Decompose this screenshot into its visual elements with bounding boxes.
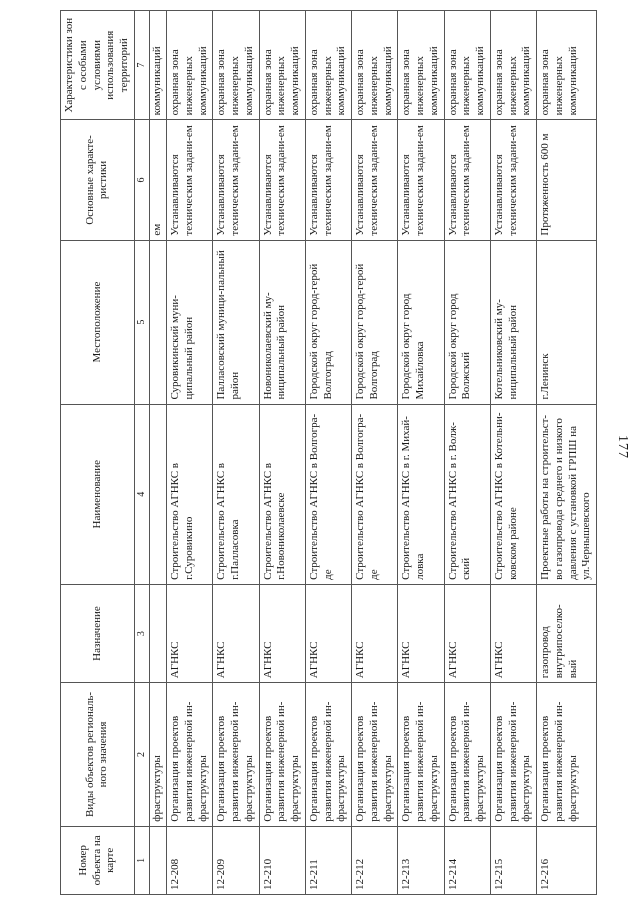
cell-purpose: газопровод внутрипоселко-вый bbox=[537, 584, 597, 682]
column-number: 1 bbox=[134, 826, 150, 894]
header-cell: Номер объекта на карте bbox=[61, 826, 135, 894]
column-number: 2 bbox=[134, 683, 150, 826]
header-cell: Характеристики зон с особыми условиями использования территорий bbox=[61, 11, 135, 120]
cell-zones: охранная зона инженерных коммуникаций bbox=[259, 11, 305, 120]
cell-chars: Устанавливаются техническим задани-ем bbox=[167, 120, 213, 240]
objects-table bbox=[60, 10, 597, 895]
table-row bbox=[398, 11, 444, 895]
cell-name: Проектные работы на строительст-во газопровода среднего и низкого давления с установкой ГРПШ на ул.Чернышевского bbox=[537, 404, 597, 584]
cell-num: 12-214 bbox=[444, 826, 490, 894]
cell-location: Новониколаевский му-ниципальный район bbox=[259, 240, 305, 404]
cell-name: Строительство АГНКС в г.Новониколаевске bbox=[259, 404, 305, 584]
page-number: 177 bbox=[615, 435, 630, 459]
cell-num: 12-212 bbox=[352, 826, 398, 894]
cell-chars: Устанавливаются техническим задани-ем bbox=[444, 120, 490, 240]
table-row bbox=[352, 11, 398, 895]
header-cell: Основные характе-ристики bbox=[61, 120, 135, 240]
cell-zones: охранная зона инженерных коммуникаций bbox=[167, 11, 213, 120]
cell-location: Суровикинский муни-ципальный район bbox=[167, 240, 213, 404]
cell-zones: охранная зона инженерных коммуникаций bbox=[537, 11, 597, 120]
cell-zones: охранная зона инженерных коммуникаций bbox=[398, 11, 444, 120]
cell-type: Организация проектов развития инженерной ин-фраструктуры bbox=[537, 683, 597, 826]
cell-zones: охранная зона инженерных коммуникаций bbox=[444, 11, 490, 120]
cell-type: Организация проектов развития инженерной ин-фраструктуры bbox=[444, 683, 490, 826]
cell-location: Котельниковский му-ниципальный район bbox=[490, 240, 536, 404]
cell-name: Строительство АГНКС в г.Суровикино bbox=[167, 404, 213, 584]
continuation-cell bbox=[150, 404, 167, 584]
table-row bbox=[444, 11, 490, 895]
header-cell: Наименование bbox=[61, 404, 135, 584]
table-row bbox=[259, 11, 305, 895]
cell-chars: Устанавливаются техническим задани-ем bbox=[259, 120, 305, 240]
cell-type: Организация проектов развития инженерной ин-фраструктуры bbox=[213, 683, 259, 826]
column-number-row bbox=[134, 11, 150, 895]
continuation-cell bbox=[150, 584, 167, 682]
cell-num: 12-209 bbox=[213, 826, 259, 894]
cell-name: Строительство АГНКС в Котельни-ковском районе bbox=[490, 404, 536, 584]
cell-location: Палласовский муници-пальный район bbox=[213, 240, 259, 404]
cell-purpose: АГНКС bbox=[213, 584, 259, 682]
continuation-cell bbox=[150, 826, 167, 894]
cell-zones: охранная зона инженерных коммуникаций bbox=[305, 11, 351, 120]
cell-zones: охранная зона инженерных коммуникаций bbox=[490, 11, 536, 120]
cell-type: Организация проектов развития инженерной ин-фраструктуры bbox=[305, 683, 351, 826]
continuation-cell bbox=[150, 240, 167, 404]
cell-purpose: АГНКС bbox=[167, 584, 213, 682]
header-cell: Местоположение bbox=[61, 240, 135, 404]
cell-location: г.Ленинск bbox=[537, 240, 597, 404]
cell-type: Организация проектов развития инженерной ин-фраструктуры bbox=[490, 683, 536, 826]
continuation-cell: коммуникаций bbox=[150, 11, 167, 120]
continuation-cell: фраструктуры bbox=[150, 683, 167, 826]
cell-location: Городской округ город-герой Волгоград bbox=[352, 240, 398, 404]
cell-num: 12-208 bbox=[167, 826, 213, 894]
cell-type: Организация проектов развития инженерной ин-фраструктуры bbox=[398, 683, 444, 826]
cell-purpose: АГНКС bbox=[398, 584, 444, 682]
cell-chars: Устанавливаются техническим задани-ем bbox=[352, 120, 398, 240]
cell-chars: Устанавливаются техническим задани-ем bbox=[213, 120, 259, 240]
continuation-row bbox=[150, 11, 167, 895]
column-number: 4 bbox=[134, 404, 150, 584]
cell-chars: Устанавливаются техническим задани-ем bbox=[490, 120, 536, 240]
cell-type: Организация проектов развития инженерной ин-фраструктуры bbox=[259, 683, 305, 826]
cell-name: Строительство АГНКС в Волгогра-де bbox=[352, 404, 398, 584]
header-cell: Назначение bbox=[61, 584, 135, 682]
table-row bbox=[305, 11, 351, 895]
cell-name: Строительство АГНКС в г. Михай-ловка bbox=[398, 404, 444, 584]
cell-chars: Устанавливаются техническим задани-ем bbox=[398, 120, 444, 240]
cell-location: Городской округ город Волжский bbox=[444, 240, 490, 404]
cell-location: Городской округ город-герой Волгоград bbox=[305, 240, 351, 404]
continuation-cell: ем bbox=[150, 120, 167, 240]
cell-zones: охранная зона инженерных коммуникаций bbox=[352, 11, 398, 120]
cell-num: 12-211 bbox=[305, 826, 351, 894]
cell-type: Организация проектов развития инженерной ин-фраструктуры bbox=[352, 683, 398, 826]
table-row bbox=[490, 11, 536, 895]
cell-purpose: АГНКС bbox=[259, 584, 305, 682]
column-number: 6 bbox=[134, 120, 150, 240]
cell-num: 12-213 bbox=[398, 826, 444, 894]
cell-purpose: АГНКС bbox=[490, 584, 536, 682]
column-number: 3 bbox=[134, 584, 150, 682]
cell-name: Строительство АГНКС в г. Волж-ский bbox=[444, 404, 490, 584]
cell-name: Строительство АГНКС в г.Палласовка bbox=[213, 404, 259, 584]
cell-zones: охранная зона инженерных коммуникаций bbox=[213, 11, 259, 120]
cell-location: Городской округ город Михайловка bbox=[398, 240, 444, 404]
table-row bbox=[213, 11, 259, 895]
cell-purpose: АГНКС bbox=[305, 584, 351, 682]
column-number: 7 bbox=[134, 11, 150, 120]
rotated-table-sheet bbox=[60, 10, 640, 895]
column-number: 5 bbox=[134, 240, 150, 404]
cell-purpose: АГНКС bbox=[444, 584, 490, 682]
header-cell: Виды объектов региональ-ного значения bbox=[61, 683, 135, 826]
cell-num: 12-216 bbox=[537, 826, 597, 894]
cell-name: Строительство АГНКС в Волгогра-де bbox=[305, 404, 351, 584]
table-row bbox=[537, 11, 597, 895]
cell-chars: Устанавливаются техническим задани-ем bbox=[305, 120, 351, 240]
cell-num: 12-215 bbox=[490, 826, 536, 894]
cell-num: 12-210 bbox=[259, 826, 305, 894]
header-row bbox=[61, 11, 135, 895]
cell-chars: Протяженность 600 м bbox=[537, 120, 597, 240]
table-row bbox=[167, 11, 213, 895]
cell-purpose: АГНКС bbox=[352, 584, 398, 682]
cell-type: Организация проектов развития инженерной ин-фраструктуры bbox=[167, 683, 213, 826]
